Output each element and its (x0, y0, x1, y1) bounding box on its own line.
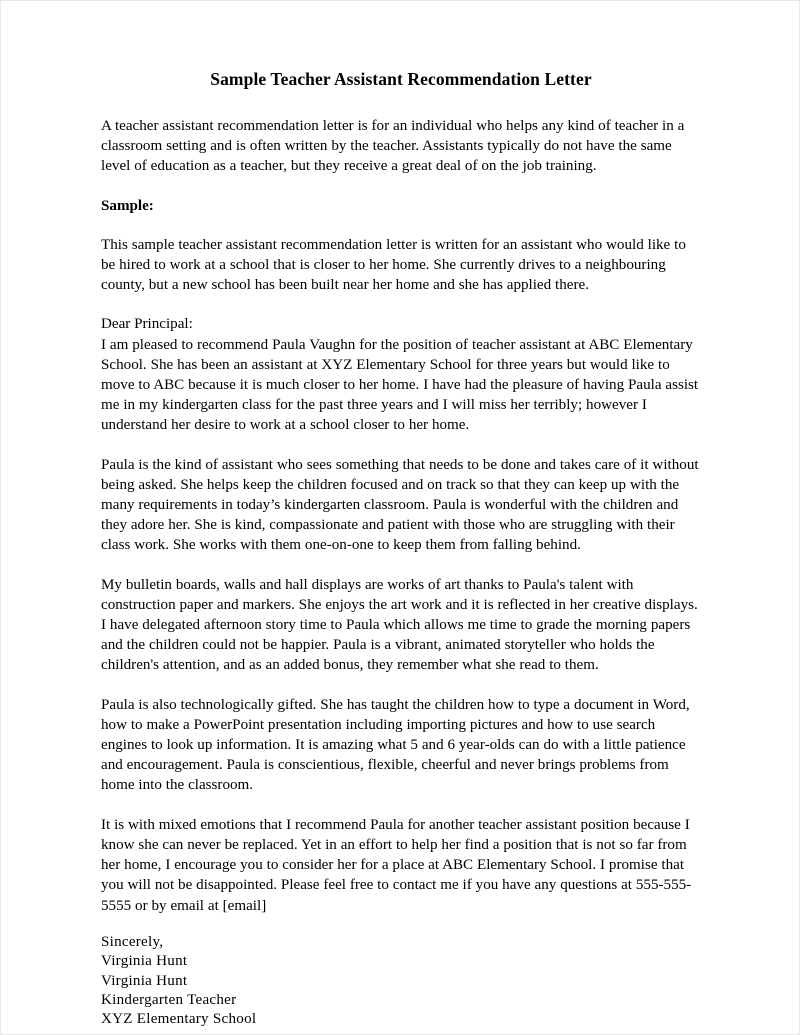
signature-organization: XYZ Elementary School (101, 1011, 257, 1028)
spacer-before-salutation (101, 295, 701, 314)
spacer-body-4 (101, 796, 701, 815)
spacer-body-3 (101, 676, 701, 695)
signature-script: Virginia Hunt (101, 953, 188, 970)
signature-name: Virginia Hunt (101, 972, 188, 989)
letter-body-paragraph-4: Paula is also technologically gifted. She has taught the children how to type a document in Word, how to make a PowerPoint presentation including importing pictures and how to use search engines to look up information. It is amazing what 5 and 6 year-olds can do with a little patience and encouragement. Paula is conscientious, flexible, cheerful and never brings problems from home into the classroom. (101, 696, 690, 794)
letter-body-paragraph-5: It is with mixed emotions that I recommend Paula for another teacher assistant position because I know she can never be replaced. Yet in an effort to help her find a position that is not so far from her home, I encourage you to consider her for a place at ABC Elementary School. I promise that you will not be disappointed. Please feel free to contact me if you have any questions at 555-555-5555 or by email at [email] (101, 816, 692, 914)
letter-body-paragraph-2: Paula is the kind of assistant who sees something that needs to be done and takes care of it without being asked. She helps keep the children focused and on track so that they can keep up with the many requirements in today’s kindergarten classroom. Paula is wonderful with the children and they adore her. She is kind, compassionate and patient with those who are struggling with their class work. She works with them one-on-one to keep them from falling behind. (101, 456, 699, 554)
letter-body-paragraph-1: I am pleased to recommend Paula Vaughn for the position of teacher assistant at ABC Elementary School. She has been an assistant at XYZ Elementary School for three years but would like to move to ABC because it is much closer to her home. I have had the pleasure of having Paula assist me in my kindergarten class for the past three years and I will miss her terribly; however I understand her desire to work at a school closer to her home. (101, 336, 699, 434)
sample-description: This sample teacher assistant recommendation letter is written for an assistant who would like to be hired to work at a school that is closer to her home. She currently drives to a neighbouring county, but a new school has been built near her home and she has applied there. (101, 236, 686, 294)
signature-title: Kindergarten Teacher (101, 991, 237, 1008)
spacer-body-2 (101, 556, 701, 575)
letter-body-paragraph-3: My bulletin boards, walls and hall displays are works of art thanks to Paula's talent with construction paper and markers. She enjoys the art work and it is reflected in her creative displays. I have delegated afternoon story time to Paula which allows me time to grade the morning papers and the children could not be happier. Paula is a vibrant, animated storyteller who holds the children's attention, and as an added bonus, they remember what she read to them. (101, 576, 698, 674)
intro-paragraph: A teacher assistant recommendation letter is for an individual who helps any kind of teacher in a classroom setting and is often written by the teacher. Assistants typically do not have the same level of education as a teacher, but they receive a great deal of on the job training. (101, 118, 685, 175)
spacer-after-sample-heading (101, 216, 701, 235)
spacer-before-signature (101, 916, 701, 933)
document-content (101, 1, 701, 1030)
sample-heading: Sample: (101, 197, 154, 214)
letter-closing: Sincerely, (101, 933, 164, 950)
spacer-after-intro (101, 177, 701, 196)
spacer-after-title (101, 90, 701, 116)
page-title: Sample Teacher Assistant Recommendation Letter (210, 69, 592, 89)
spacer-body-1 (101, 436, 701, 455)
letter-salutation: Dear Principal: (101, 316, 193, 333)
